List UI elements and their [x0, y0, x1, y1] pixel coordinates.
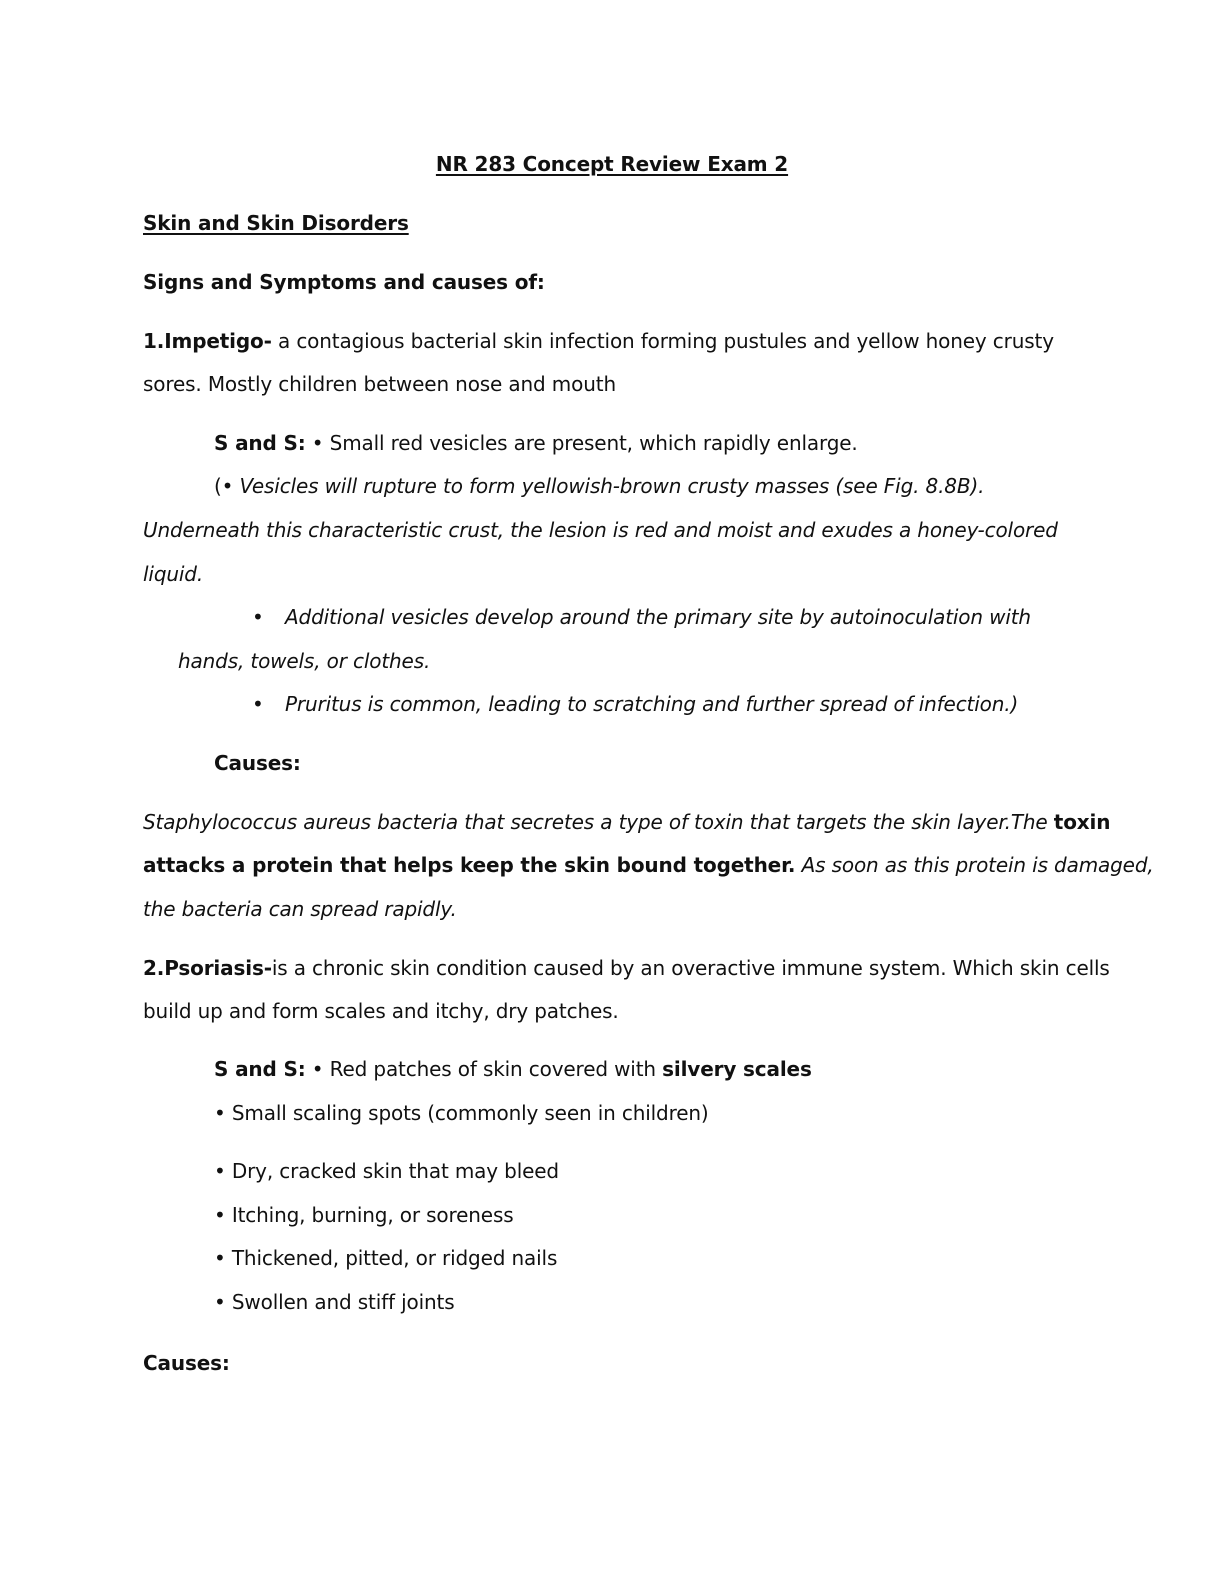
- psoriasis-label: 2.Psoriasis-: [143, 956, 272, 980]
- impetigo-bullet-2-marker: •: [252, 605, 264, 629]
- impetigo-description-line-1: [143, 327, 1054, 355]
- paren-open: (: [214, 474, 222, 498]
- psoriasis-description-line-1: [143, 954, 1110, 982]
- psoriasis-description-text: is a chronic skin condition caused by an overactive immune system. Which skin cells: [271, 956, 1110, 980]
- psoriasis-ss-line: [214, 1055, 812, 1083]
- psoriasis-bullet: • Swollen and stiff joints: [214, 1290, 455, 1314]
- psoriasis-bullet: • Thickened, pitted, or ridged nails: [214, 1246, 558, 1270]
- impetigo-ss-label: S and S:: [214, 431, 306, 455]
- impetigo-bullet-2-line-1: Additional vesicles develop around the primary site by autoinoculation with: [285, 605, 1031, 629]
- impetigo-label: 1.Impetigo-: [143, 329, 272, 353]
- psoriasis-description-line-2: build up and form scales and itchy, dry patches.: [143, 999, 619, 1023]
- section-heading: Skin and Skin Disorders: [143, 211, 409, 235]
- impetigo-cause-line-1: [143, 808, 1110, 836]
- impetigo-description-text: a contagious bacterial skin infection forming pustules and yellow honey crusty: [271, 329, 1054, 353]
- psoriasis-ss-label: S and S:: [214, 1057, 306, 1081]
- impetigo-bullet-3: Pruritus is common, leading to scratching and further spread of infection.): [285, 692, 1019, 716]
- impetigo-italic-text-1: • Vesicles will rupture to form yellowish-brown crusty masses (see Fig. 8.8B).: [221, 474, 985, 498]
- impetigo-bullet-2-line-2: hands, towels, or clothes.: [178, 649, 431, 673]
- psoriasis-causes-label: Causes:: [143, 1351, 230, 1375]
- document-title: NR 283 Concept Review Exam 2: [435, 152, 789, 176]
- impetigo-italic-line-3: liquid.: [143, 562, 204, 586]
- impetigo-cause-bold-2: attacks a protein that helps keep the skin bound together.: [143, 853, 796, 877]
- impetigo-cause-line-3: the bacteria can spread rapidly.: [143, 897, 457, 921]
- impetigo-bullet-3-marker: •: [252, 692, 264, 716]
- impetigo-causes-label: Causes:: [214, 751, 301, 775]
- psoriasis-bullet: • Itching, burning, or soreness: [214, 1203, 514, 1227]
- impetigo-ss-line: [214, 429, 858, 457]
- impetigo-cause-line-2: [143, 851, 1154, 879]
- impetigo-cause-italic-1: Staphylococcus aureus bacteria that secretes a type of toxin that targets the skin layer.The: [143, 810, 1054, 834]
- psoriasis-bullet: • Small scaling spots (commonly seen in children): [214, 1101, 709, 1125]
- impetigo-italic-line-2: Underneath this characteristic crust, the lesion is red and moist and exudes a honey-colored: [143, 518, 1058, 542]
- impetigo-ss-first: • Small red vesicles are present, which rapidly enlarge.: [305, 431, 858, 455]
- psoriasis-bullet: • Dry, cracked skin that may bleed: [214, 1159, 559, 1183]
- psoriasis-ss-first: • Red patches of skin covered with: [305, 1057, 663, 1081]
- psoriasis-ss-first-bold: silvery scales: [662, 1057, 812, 1081]
- impetigo-cause-bold-1: toxin: [1053, 810, 1111, 834]
- subheading: Signs and Symptoms and causes of:: [143, 270, 545, 294]
- impetigo-cause-italic-2: As soon as this protein is damaged,: [795, 853, 1154, 877]
- impetigo-description-line-2: sores. Mostly children between nose and mouth: [143, 372, 616, 396]
- impetigo-italic-line-1: [214, 472, 984, 500]
